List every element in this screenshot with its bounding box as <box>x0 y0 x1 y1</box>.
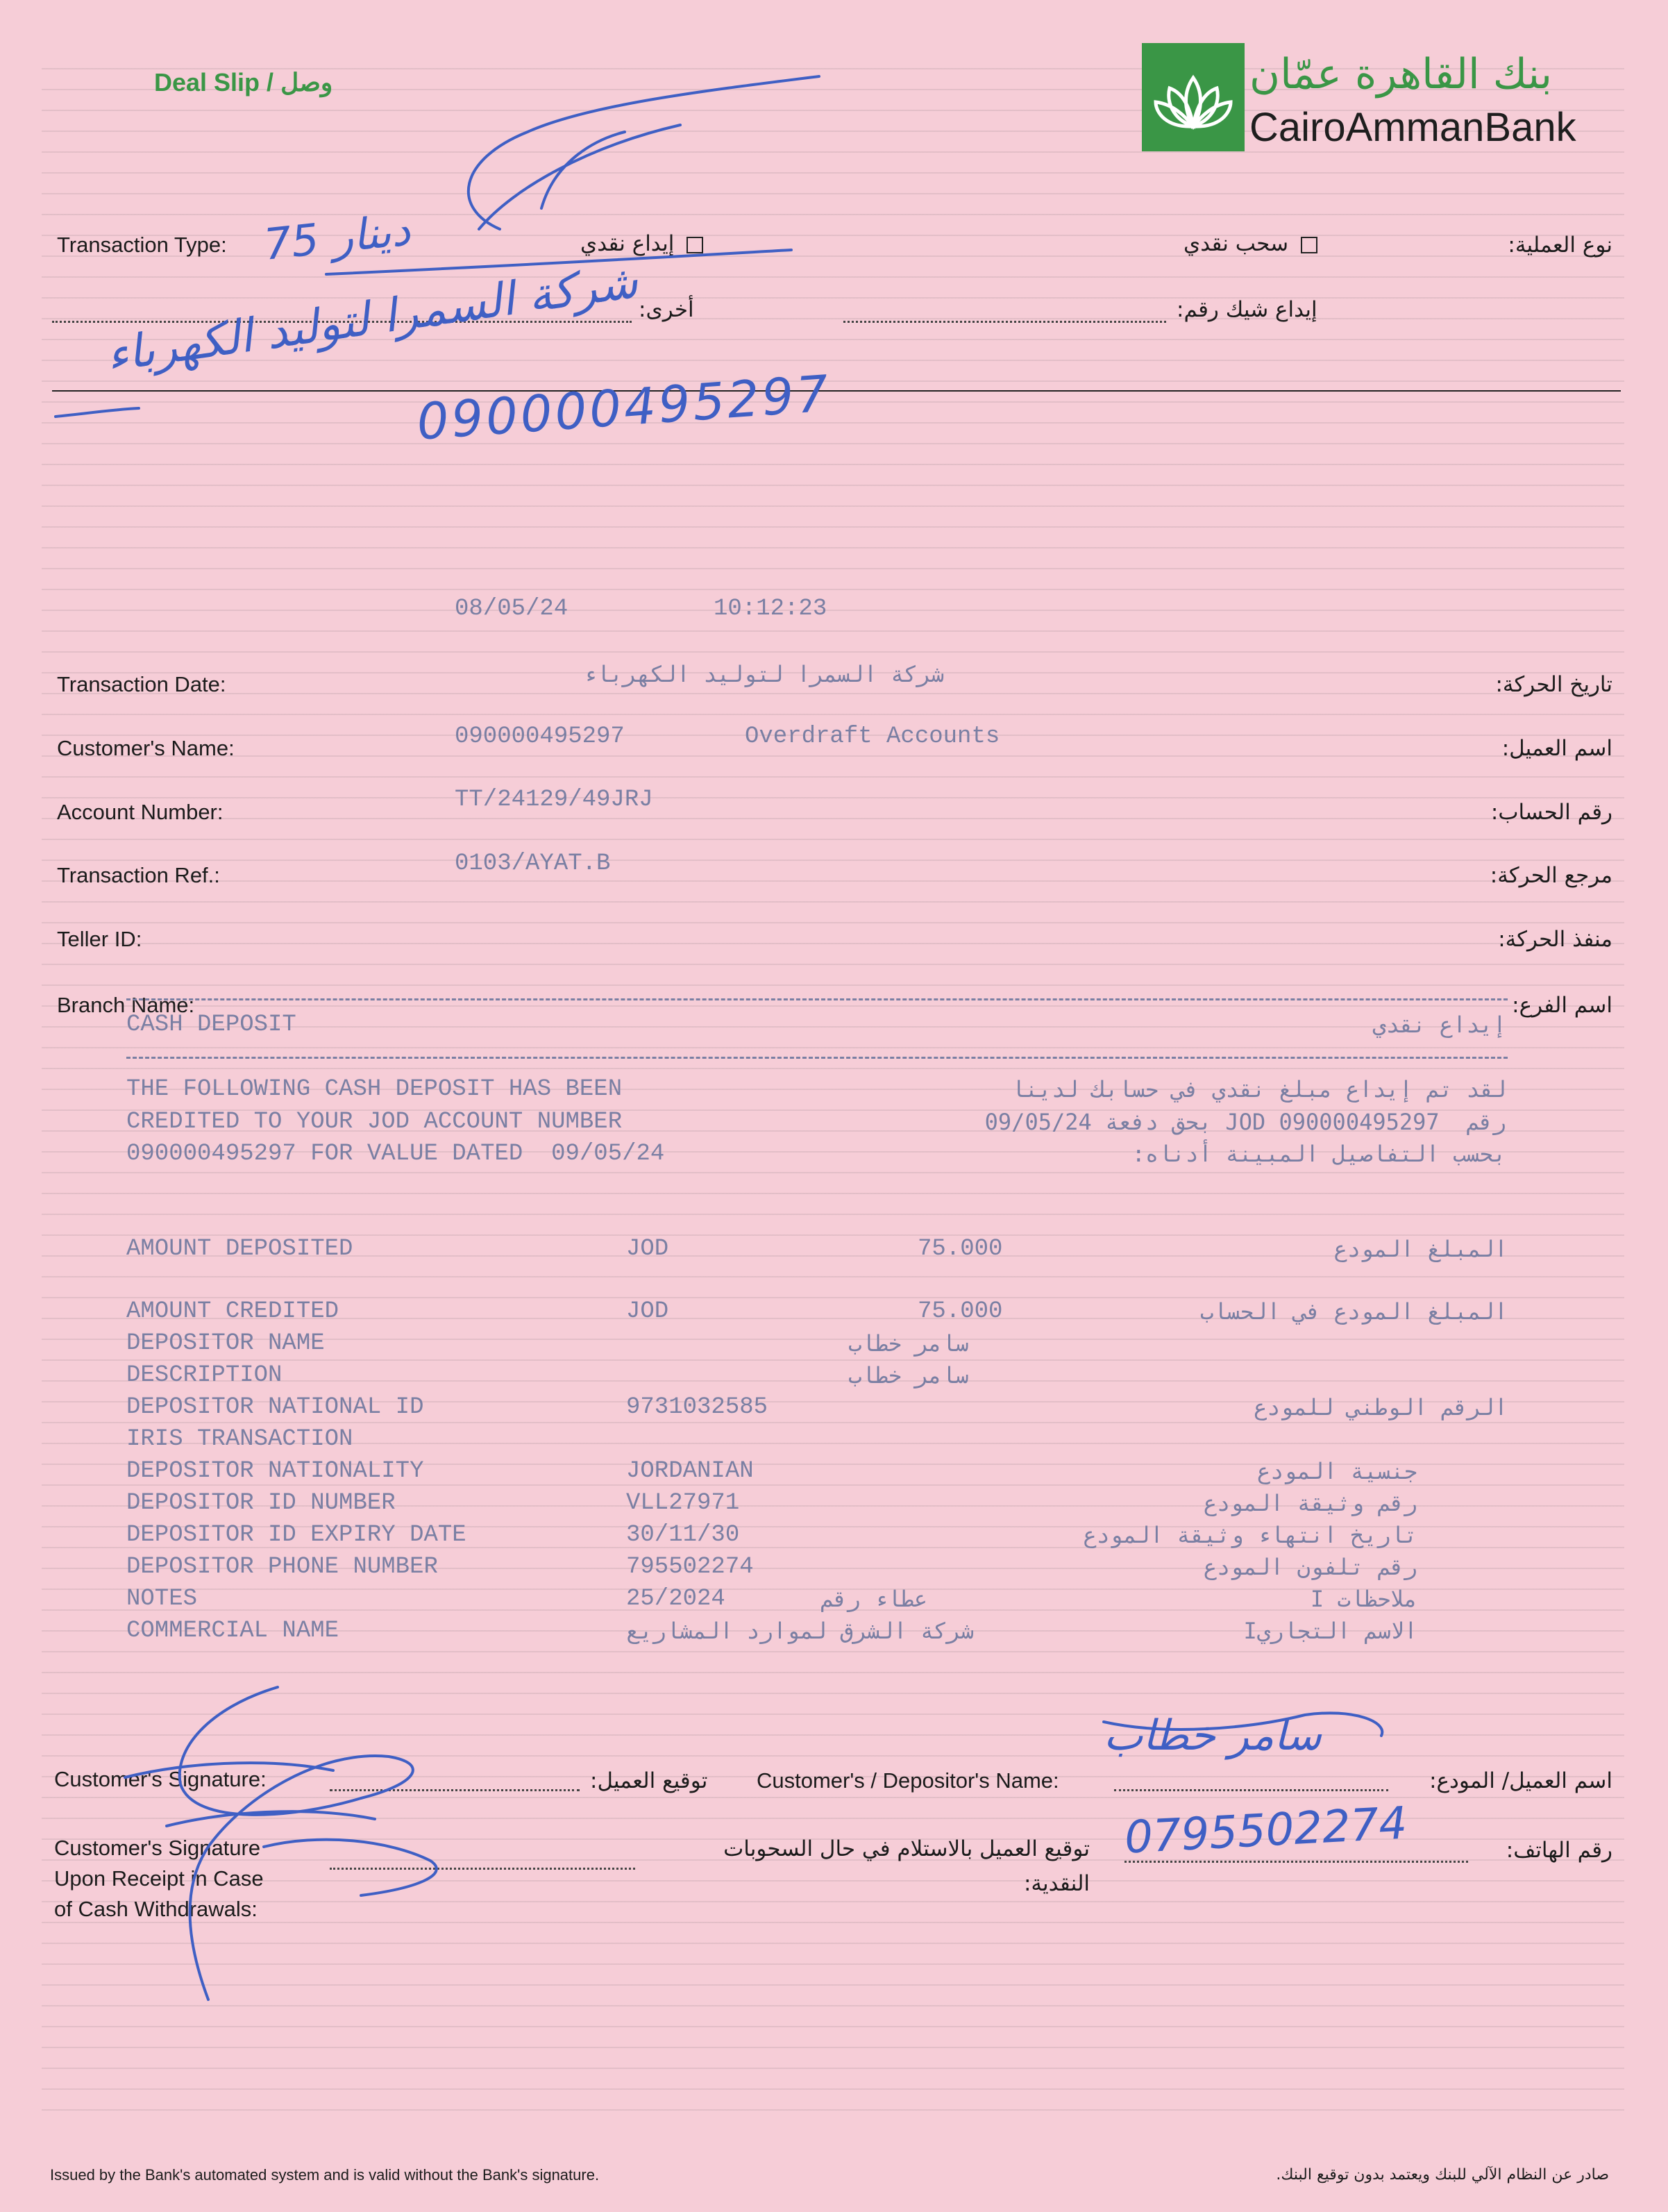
row-label-ar: الرقم الوطني للمودع <box>1253 1394 1508 1421</box>
depositor-name-label-en: Customer's / Depositor's Name: <box>757 1768 1059 1793</box>
table-row <box>126 1362 1508 1394</box>
row-amount: 75.000 <box>918 1236 1003 1262</box>
account-number-label-en: Account Number: <box>57 800 224 824</box>
row-label-ar: سامر خطاب <box>848 1362 969 1389</box>
bank-name-ar: بنك القاهرة عمّان <box>1249 50 1553 99</box>
message-en-line-3: 090000495297 FOR VALUE DATED 09/05/24 <box>126 1141 665 1167</box>
cash-deposit-title-ar: إيداع نقدي <box>1372 1012 1506 1038</box>
row-value: VLL27971 <box>626 1490 740 1516</box>
table-row <box>126 1618 1508 1650</box>
withdrawal-sig-line-1: Customer's Signature <box>54 1836 261 1860</box>
table-row <box>126 1554 1508 1586</box>
message-ar-line-1: لقد تم إيداع مبلغ نقدي في حسابك لدينا <box>1011 1076 1506 1103</box>
row-value: 795502274 <box>626 1554 754 1580</box>
handwritten-amount: 75 دينار <box>261 204 413 270</box>
table-row <box>126 1586 1508 1618</box>
handwritten-scribble <box>0 0 1668 486</box>
row-label-en: COMMERCIAL NAME <box>126 1618 339 1644</box>
row-label-ar: جنسية المودع <box>1256 1458 1417 1484</box>
customer-signature-label-en: Customer's Signature: <box>54 1767 267 1791</box>
row-label-ar: ملاحظات I <box>1310 1586 1417 1612</box>
cheque-deposit-label: إيداع شيك رقم: <box>1177 297 1317 322</box>
table-row <box>126 1330 1508 1362</box>
transaction-ref-label-ar: مرجع الحركة: <box>1490 863 1612 888</box>
message-en-line-1: THE FOLLOWING CASH DEPOSIT HAS BEEN <box>126 1076 623 1103</box>
transaction-date-label-ar: تاريخ الحركة: <box>1495 672 1612 697</box>
row-label-ar: الاسم التجاريI <box>1243 1618 1417 1644</box>
message-ar-line-2: رقم JOD 090000495297 بحق دفعة 09/05/24 <box>984 1109 1506 1135</box>
row-value: شركة الشرق لموارد المشاريع <box>626 1618 974 1644</box>
row-label-en: AMOUNT DEPOSITED <box>126 1236 353 1262</box>
account-number-label-ar: رقم الحساب: <box>1490 800 1612 825</box>
customer-signature-label-ar: توقيع العميل: <box>590 1768 708 1793</box>
transaction-type-label-en: Transaction Type: <box>57 233 227 257</box>
cash-deposit-title-en: CASH DEPOSIT <box>126 1012 296 1038</box>
teller-id-value: 0103/AYAT.B <box>455 851 611 877</box>
table-row <box>126 1490 1508 1522</box>
branch-name-label-en: Branch Name: <box>57 993 195 1017</box>
customer-name-label-ar: اسم العميل: <box>1501 736 1612 761</box>
row-label-ar: رقم وثيقة المودع <box>1203 1490 1417 1516</box>
other-label: أخرى: <box>639 297 694 322</box>
row-amount: عطاء رقم <box>820 1586 928 1612</box>
row-label-en: DESCRIPTION <box>126 1362 283 1389</box>
transaction-ref-label-en: Transaction Ref.: <box>57 863 220 887</box>
withdrawal-sig-ar-2: النقدية: <box>1023 1871 1090 1896</box>
phone-label-ar: رقم الهاتف: <box>1506 1838 1612 1863</box>
cash-deposit-label: إيداع نقدي <box>580 231 675 256</box>
deal-slip-en: Deal Slip / <box>154 68 274 97</box>
row-label-ar: المبلغ المودع <box>1333 1236 1508 1262</box>
footer-en: Issued by the Bank's automated system and is valid without the Bank's signature. <box>50 2166 600 2184</box>
row-label-en: DEPOSITOR ID NUMBER <box>126 1490 396 1516</box>
deal-slip-ar: وصل <box>280 68 333 97</box>
table-row <box>126 1236 1508 1268</box>
transaction-time-value: 10:12:23 <box>714 596 827 622</box>
teller-id-label-ar: منفذ الحركة: <box>1498 927 1612 952</box>
row-value: 9731032585 <box>626 1394 768 1421</box>
table-row <box>126 1298 1508 1330</box>
top-dashed-separator <box>126 998 1508 1000</box>
row-label-ar: رقم تلفون المودع <box>1203 1554 1417 1580</box>
row-amount: 75.000 <box>918 1298 1003 1325</box>
depositor-name-label-ar: اسم العميل/ المودع: <box>1429 1768 1612 1793</box>
row-label-ar: تاريخ انتهاء وثيقة المودع <box>1083 1522 1417 1548</box>
handwritten-company: شركة السمرا لتوليد الكهرباء <box>103 254 641 383</box>
row-label-en: DEPOSITOR NAME <box>126 1330 325 1357</box>
row-label-en: IRIS TRANSACTION <box>126 1426 353 1452</box>
table-row <box>126 1522 1508 1554</box>
withdrawal-sig-line-2: Upon Receipt in Case <box>54 1866 264 1891</box>
transaction-date-value: 08/05/24 <box>455 596 568 622</box>
row-label-en: DEPOSITOR NATIONAL ID <box>126 1394 424 1421</box>
cash-withdrawal-label: سحب نقدي <box>1183 231 1289 256</box>
handwritten-depositor-name: سامر خطاب <box>1104 1711 1322 1760</box>
message-ar-line-3: بحسب التفاصيل المبينة أدناه: <box>1131 1141 1506 1167</box>
table-row <box>126 1394 1508 1426</box>
row-value: 25/2024 <box>626 1586 725 1612</box>
row-value: JOD <box>626 1298 669 1325</box>
bottom-dashed-separator <box>126 1057 1508 1059</box>
row-value: JOD <box>626 1236 669 1262</box>
transaction-type-label-ar: نوع العملية: <box>1508 233 1612 258</box>
customer-signature-scribble <box>0 1666 1668 2027</box>
row-label-en: AMOUNT CREDITED <box>126 1298 339 1325</box>
row-value: 30/11/30 <box>626 1522 740 1548</box>
account-number-value: 090000495297 <box>455 723 625 750</box>
handwritten-phone: 0795502274 <box>1123 1798 1408 1864</box>
bank-name-en: CairoAmmanBank <box>1249 105 1576 150</box>
customer-name-value: شركة السمرا لتوليد الكهرباء <box>582 661 944 687</box>
row-label-en: NOTES <box>126 1586 198 1612</box>
transaction-date-label-en: Transaction Date: <box>57 672 226 696</box>
message-en-line-2: CREDITED TO YOUR JOD ACCOUNT NUMBER <box>126 1109 623 1135</box>
row-label-ar: المبلغ المودع في الحساب <box>1199 1298 1508 1325</box>
row-label-en: DEPOSITOR ID EXPIRY DATE <box>126 1522 466 1548</box>
account-type-value: Overdraft Accounts <box>745 723 1000 750</box>
withdrawal-sig-ar-1: توقيع العميل بالاستلام في حال السحوبات <box>723 1836 1090 1861</box>
teller-id-label-en: Teller ID: <box>57 927 142 951</box>
customer-name-label-en: Customer's Name: <box>57 736 235 760</box>
withdrawal-sig-line-3: of Cash Withdrawals: <box>54 1897 258 1921</box>
handwritten-account: 090000495297 <box>414 364 833 451</box>
table-row <box>126 1426 1508 1458</box>
row-value: JORDANIAN <box>626 1458 754 1484</box>
footer-ar: صادر عن النظام الآلي للبنك ويعتمد بدون توقيع البنك. <box>1276 2166 1609 2184</box>
table-row <box>126 1458 1508 1490</box>
details-table <box>126 1236 1508 1650</box>
row-label-ar: سامر خطاب <box>848 1330 969 1357</box>
row-label-en: DEPOSITOR PHONE NUMBER <box>126 1554 438 1580</box>
transaction-ref-value: TT/24129/49JRJ <box>455 787 653 813</box>
row-label-en: DEPOSITOR NATIONALITY <box>126 1458 424 1484</box>
branch-name-label-ar: اسم الفرع: <box>1512 993 1612 1018</box>
